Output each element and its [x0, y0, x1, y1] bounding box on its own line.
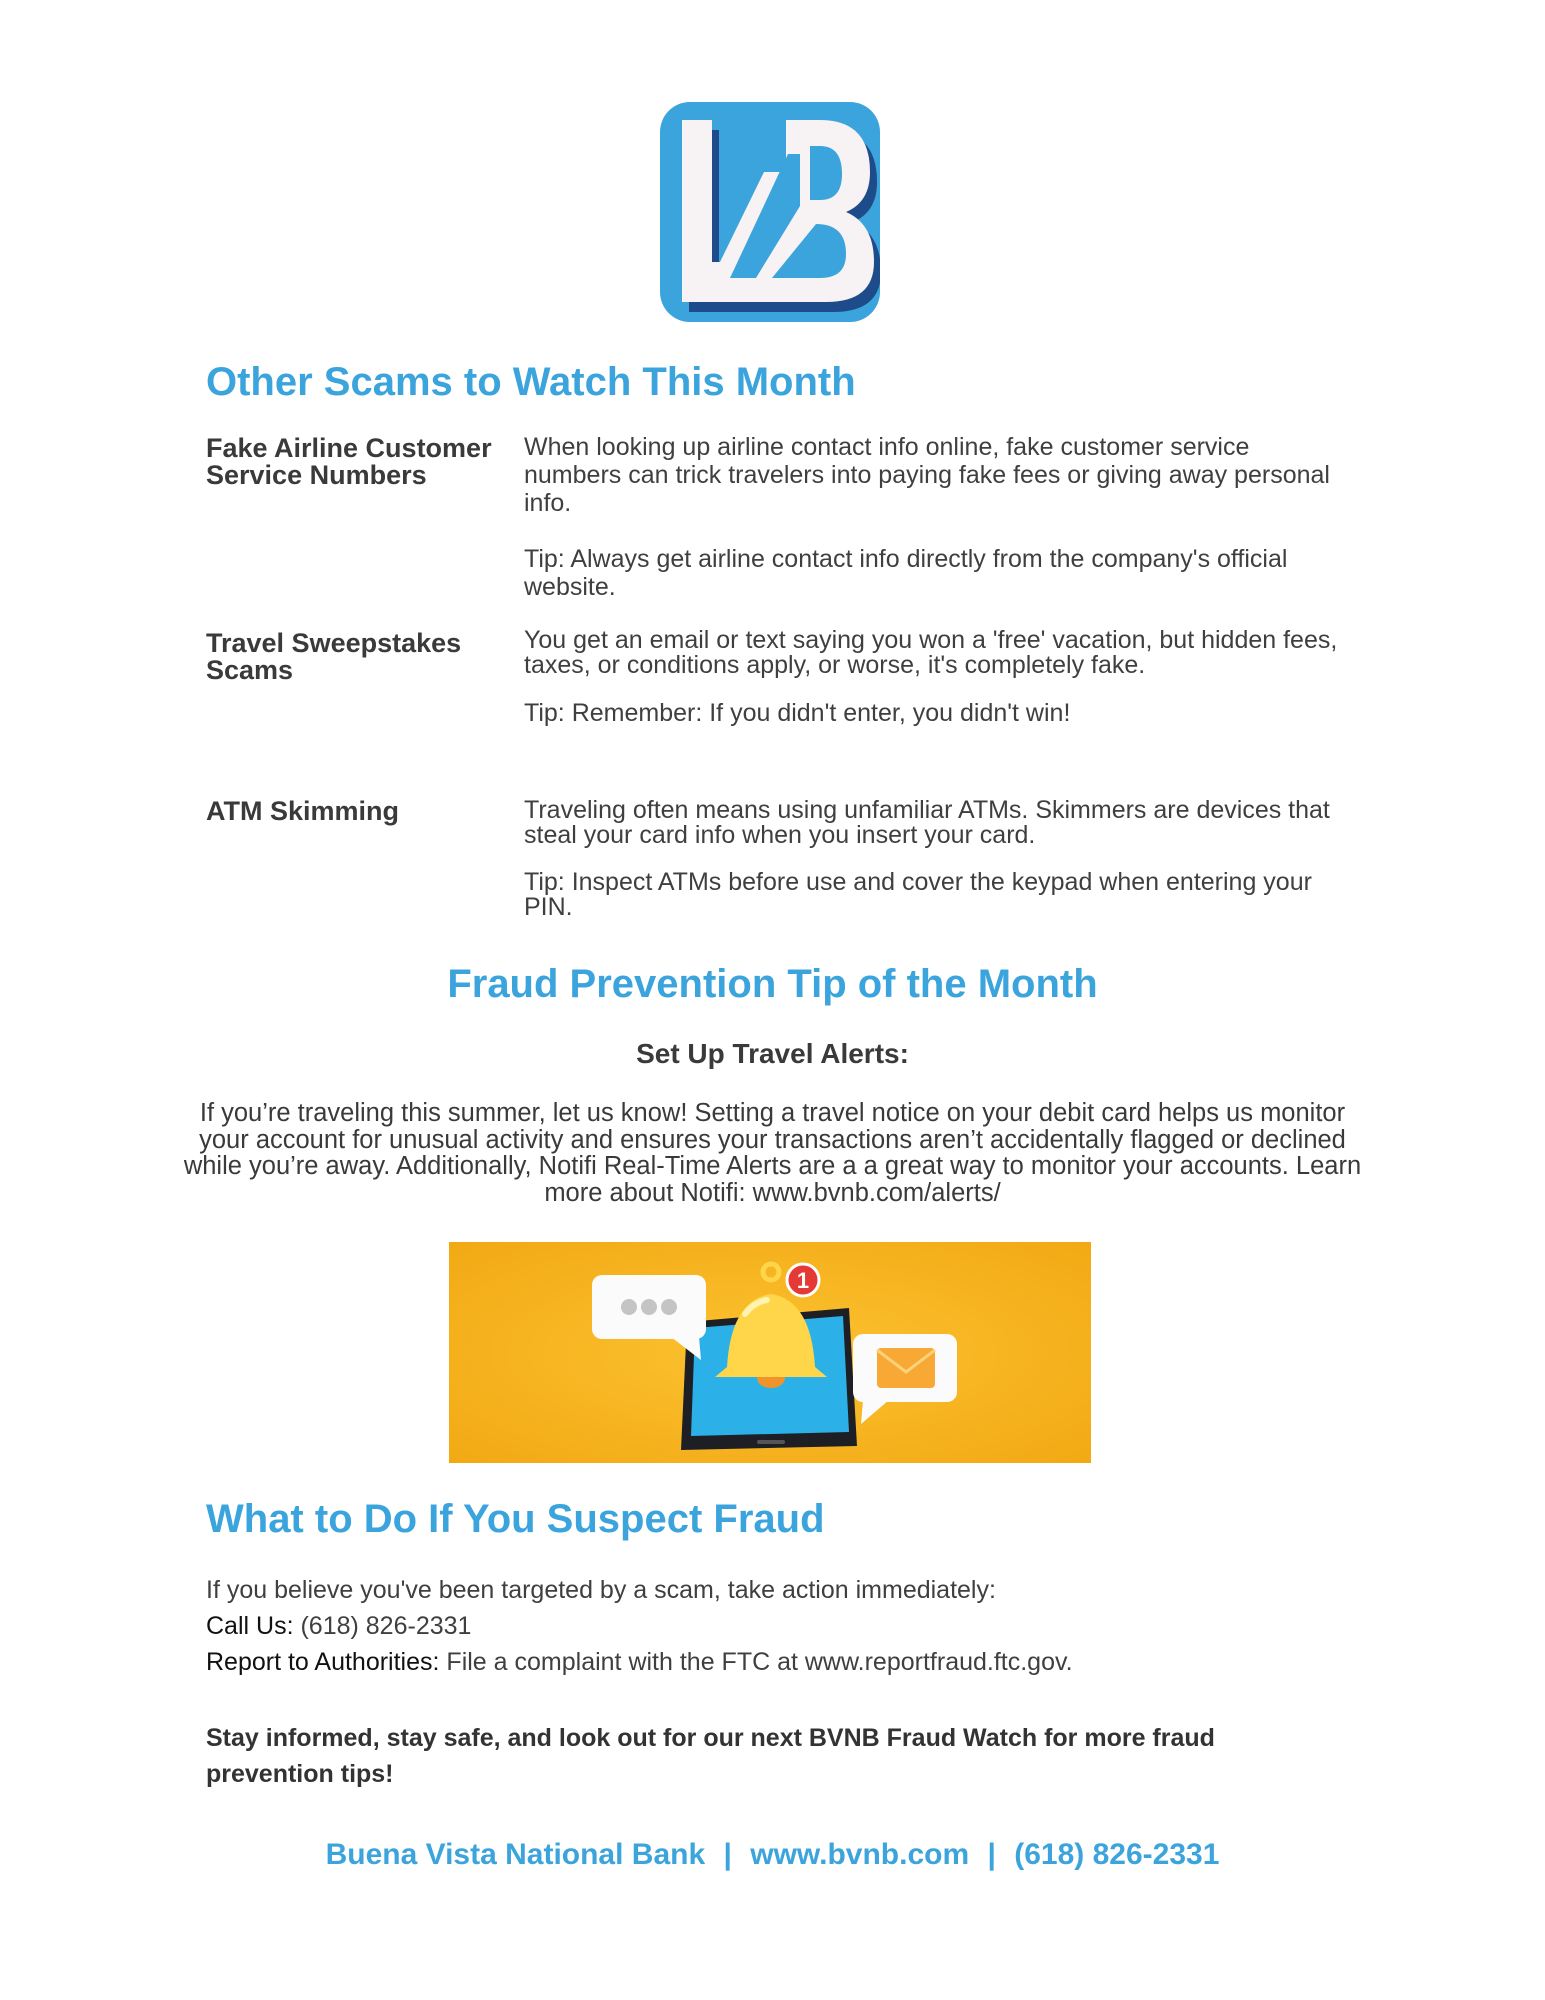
- footer: [0, 1838, 1545, 1872]
- scam-name: Fake Airline Customer Service Numbers: [206, 433, 492, 490]
- scam-tip: Tip: Inspect ATMs before use and cover the keypad when entering your PIN.: [524, 868, 1312, 921]
- scam-item-fake-airline: [206, 433, 1336, 603]
- call-us-phone[interactable]: (618) 826-2331: [300, 1612, 472, 1640]
- alerts-banner-image: [449, 1242, 1091, 1463]
- call-us-line: [206, 1612, 471, 1641]
- badge-count: 1: [796, 1268, 810, 1293]
- notification-badge-icon: [787, 1264, 819, 1296]
- scam-description: Traveling often means using unfamiliar ATMs. Skimmers are devices that steal your card info when you insert your card.: [524, 796, 1330, 849]
- scam-body: [524, 796, 1344, 920]
- footer-phone[interactable]: (618) 826-2331: [1014, 1838, 1220, 1871]
- scam-item-atm-skimming: [206, 796, 1336, 936]
- suspect-fraud-title: What to Do If You Suspect Fraud: [206, 1497, 825, 1541]
- scam-tip: Tip: Remember: If you didn't enter, you didn't win!: [524, 699, 1071, 727]
- footer-bank-name: Buena Vista National Bank: [325, 1838, 706, 1871]
- scam-name: ATM Skimming: [206, 796, 400, 826]
- bvnb-logo: [660, 102, 880, 322]
- scam-body: [524, 628, 1344, 727]
- report-line: [206, 1648, 1073, 1677]
- scam-description: You get an email or text saying you won a 'free' vacation, but hidden fees, taxes, or conditions apply, or worse, it's completely fake.: [524, 626, 1338, 679]
- other-scams-title: Other Scams to Watch This Month: [206, 360, 856, 404]
- closing-message: Stay informed, stay safe, and look out for our next BVNB Fraud Watch for more fraud prevention tips!: [206, 1724, 1215, 1788]
- footer-website-link[interactable]: www.bvnb.com: [750, 1838, 970, 1871]
- fraud-tip-subtitle: Set Up Travel Alerts:: [636, 1038, 909, 1069]
- scam-tip: Tip: Always get airline contact info directly from the company's official website.: [524, 545, 1288, 601]
- report-label: Report to Authorities:: [206, 1648, 440, 1676]
- scam-name: Travel Sweepstakes Scams: [206, 628, 462, 685]
- fraud-tip-body: If you’re traveling this summer, let us know! Setting a travel notice on your debit card helps us monitor your account for unusual activity and ensures your transactions aren’t accidentally flagged or declined while you’re away. Additionally, Notifi Real-Time Alerts are a a great way to monitor your accounts. Learn more about Notifi: www.bvnb.com/alerts/: [183, 1099, 1362, 1207]
- scam-item-travel-sweepstakes: [206, 628, 1336, 768]
- footer-separator: |: [987, 1838, 996, 1871]
- fraud-tip-title: Fraud Prevention Tip of the Month: [447, 962, 1098, 1006]
- footer-separator: |: [723, 1838, 732, 1871]
- scam-description: When looking up airline contact info online, fake customer service numbers can trick travelers into paying fake fees or giving away personal info.: [524, 433, 1330, 517]
- suspect-intro: If you believe you've been targeted by a scam, take action immediately:: [206, 1576, 996, 1604]
- scam-body: [524, 433, 1344, 601]
- call-us-label: Call Us:: [206, 1612, 294, 1640]
- report-text[interactable]: File a complaint with the FTC at www.reportfraud.ftc.gov.: [446, 1648, 1073, 1676]
